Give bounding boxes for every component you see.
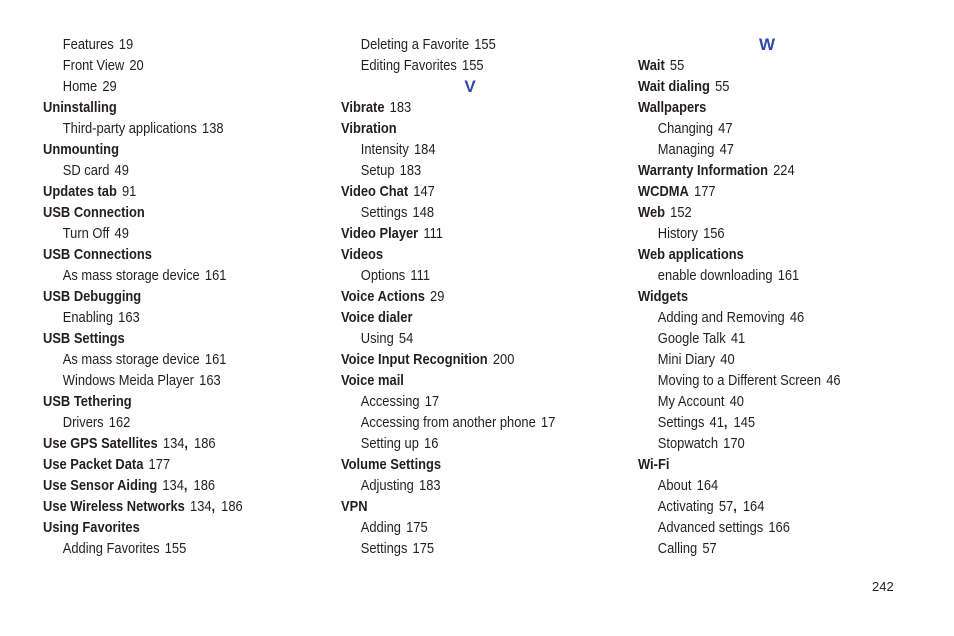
- page-reference-link[interactable]: 134: [190, 498, 212, 515]
- index-subentry: [43, 118, 292, 139]
- index-entry: [638, 160, 887, 181]
- entry-term: Calling: [657, 540, 698, 557]
- index-entry: [638, 454, 887, 475]
- index-entry: [43, 328, 292, 349]
- index-entry: [638, 202, 887, 223]
- entry-term: Turn Off: [62, 225, 110, 242]
- entry-term: Setup: [360, 162, 395, 179]
- index-entry: [341, 118, 590, 139]
- index-entry: [638, 97, 887, 118]
- index-subentry: [341, 433, 590, 454]
- page-reference-link[interactable]: 200: [492, 351, 515, 368]
- entry-term: Vibration: [341, 120, 397, 137]
- index-subentry: [341, 55, 590, 76]
- section-letter: W: [758, 35, 776, 54]
- page-reference-link[interactable]: 20: [129, 57, 144, 74]
- entry-term: Adjusting: [360, 477, 414, 494]
- index-subentry: [638, 328, 887, 349]
- index-column-3: [638, 34, 928, 559]
- entry-term: Voice dialer: [341, 309, 413, 326]
- index-subentry: [43, 412, 292, 433]
- index-entry: [638, 55, 887, 76]
- entry-term: Options: [360, 267, 406, 284]
- page-reference-link[interactable]: 177: [694, 183, 716, 200]
- page-reference-link[interactable]: 183: [399, 162, 422, 179]
- page-reference-link[interactable]: 161: [204, 351, 227, 368]
- page-reference-link[interactable]: 183: [389, 99, 412, 116]
- page-reference-link[interactable]: 166: [768, 519, 790, 536]
- page-reference-link[interactable]: 17: [540, 414, 556, 431]
- page-reference-link[interactable]: 16: [424, 435, 439, 452]
- entry-term: Adding Favorites: [62, 540, 160, 557]
- index-subentry: [341, 328, 590, 349]
- page-reference-link[interactable]: 224: [773, 162, 795, 179]
- entry-term: Voice mail: [341, 372, 404, 389]
- entry-term: Intensity: [360, 141, 409, 158]
- index-subentry: [341, 538, 590, 559]
- section-letter: V: [464, 77, 476, 96]
- entry-term: Voice Actions: [341, 288, 425, 305]
- entry-term: Accessing from another phone: [360, 414, 536, 431]
- entry-term: Wallpapers: [638, 99, 707, 116]
- entry-term: Warranty Information: [638, 162, 768, 179]
- page-reference-link[interactable]: 155: [474, 36, 496, 53]
- entry-term: Adding and Removing: [657, 309, 785, 326]
- page-reference-link[interactable]: 91: [121, 183, 137, 200]
- entry-term: enable downloading: [657, 267, 773, 284]
- entry-term: SD card: [62, 162, 110, 179]
- index-entry: [341, 307, 590, 328]
- index-entry: [43, 517, 292, 538]
- index-entry: [43, 475, 292, 496]
- index-entry: [341, 244, 590, 265]
- entry-term: Use Wireless Networks: [43, 498, 185, 515]
- entry-term: Widgets: [638, 288, 689, 305]
- entry-term: Wi-Fi: [638, 456, 670, 473]
- entry-term: Web: [638, 204, 666, 221]
- page-reference-link[interactable]: 55: [715, 78, 730, 95]
- entry-term: USB Connections: [43, 246, 152, 263]
- entry-term: Drivers: [62, 414, 104, 431]
- index-subentry: [43, 223, 292, 244]
- entry-term: As mass storage device: [62, 267, 200, 284]
- page-reference-link[interactable]: 19: [118, 36, 134, 53]
- page-separator: ,: [184, 435, 189, 452]
- entry-term: Settings: [360, 204, 408, 221]
- page-separator: ,: [183, 477, 188, 494]
- index-subentry: [341, 202, 590, 223]
- page-reference-link[interactable]: 161: [777, 267, 800, 284]
- page-reference-link[interactable]: 147: [413, 183, 435, 200]
- index-entry: [43, 244, 292, 265]
- index-subentry: [43, 160, 292, 181]
- index-entry: [341, 286, 590, 307]
- page-reference-link[interactable]: 175: [412, 540, 435, 557]
- entry-term: Use Sensor Aiding: [43, 477, 158, 494]
- index-subentry: [638, 139, 887, 160]
- entry-term: Adding: [360, 519, 401, 536]
- page-reference-link[interactable]: 134: [162, 435, 185, 452]
- index-entry: [341, 181, 590, 202]
- index-subentry: [638, 118, 887, 139]
- page-reference-link[interactable]: 156: [703, 225, 725, 242]
- entry-term: Managing: [657, 141, 715, 158]
- page-reference-link[interactable]: 111: [423, 225, 443, 242]
- index-entry: [43, 433, 292, 454]
- index-entry: [341, 496, 590, 517]
- entry-term: Mini Diary: [657, 351, 716, 368]
- index-subentry: [341, 265, 590, 286]
- entry-term: Changing: [657, 120, 714, 137]
- page-reference-link[interactable]: 163: [118, 309, 140, 326]
- index-subentry: [638, 517, 887, 538]
- entry-term: Wait dialing: [638, 78, 710, 95]
- index-entry: [638, 181, 887, 202]
- page-reference-link[interactable]: 40: [729, 393, 744, 410]
- index-column-2: [341, 34, 631, 559]
- index-entry: [43, 202, 292, 223]
- entry-term: Third-party applications: [62, 120, 197, 137]
- page-reference-link[interactable]: 55: [669, 57, 685, 74]
- index-subentry: [638, 265, 887, 286]
- index-entry: [43, 97, 292, 118]
- page-separator: ,: [723, 414, 728, 431]
- page-separator: ,: [733, 498, 737, 515]
- index-column-1: [43, 34, 333, 559]
- entry-term: Stopwatch: [657, 435, 719, 452]
- page-reference-link[interactable]: 162: [108, 414, 131, 431]
- page-reference-link[interactable]: 164: [742, 498, 765, 515]
- page-reference-link[interactable]: 47: [718, 120, 733, 137]
- page-reference-link[interactable]: 49: [114, 162, 129, 179]
- index-subentry: [638, 475, 887, 496]
- page-reference-link[interactable]: 111: [410, 267, 431, 284]
- index-entry: [43, 391, 292, 412]
- entry-term: Video Chat: [341, 183, 409, 200]
- index-entry: [43, 139, 292, 160]
- entry-term: Home: [62, 78, 98, 95]
- entry-term: Setting up: [360, 435, 419, 452]
- page-reference-link[interactable]: 46: [789, 309, 805, 326]
- page-reference-link[interactable]: 186: [193, 477, 216, 494]
- page-reference-link[interactable]: 161: [204, 267, 227, 284]
- entry-term: Features: [62, 36, 114, 53]
- entry-term: Volume Settings: [341, 456, 442, 473]
- entry-term: Google Talk: [657, 330, 726, 347]
- page-reference-link[interactable]: 29: [430, 288, 445, 305]
- page-reference-link[interactable]: 49: [114, 225, 129, 242]
- entry-term: Settings: [657, 414, 705, 431]
- index-subentry: [341, 412, 590, 433]
- entry-term: Video Player: [341, 225, 419, 242]
- index-subentry: [638, 538, 887, 559]
- index-subentry: [638, 349, 887, 370]
- index-subentry: [638, 391, 887, 412]
- index-entry: [638, 76, 887, 97]
- page-reference-link[interactable]: 54: [398, 330, 414, 347]
- page-reference-link[interactable]: 41: [730, 330, 746, 347]
- index-subentry: [43, 34, 292, 55]
- page-reference-link[interactable]: 57: [702, 540, 717, 557]
- page-reference-link[interactable]: 138: [202, 120, 224, 137]
- entry-term: As mass storage device: [62, 351, 200, 368]
- page-reference-link[interactable]: 46: [826, 372, 841, 389]
- index-entry: [43, 496, 292, 517]
- entry-term: History: [657, 225, 698, 242]
- page-reference-link[interactable]: 164: [696, 477, 719, 494]
- entry-term: Voice Input Recognition: [341, 351, 488, 368]
- entry-term: WCDMA: [638, 183, 689, 200]
- index-entry: [341, 370, 590, 391]
- index-subentry: [341, 391, 590, 412]
- index-entry: [43, 454, 292, 475]
- page-reference-link[interactable]: 183: [419, 477, 441, 494]
- page-reference-link[interactable]: 163: [199, 372, 221, 389]
- page-separator: ,: [211, 498, 216, 515]
- index-entry: [341, 223, 590, 244]
- entry-term: USB Tethering: [43, 393, 132, 410]
- entry-term: About: [657, 477, 692, 494]
- entry-term: Web applications: [638, 246, 744, 263]
- index-entry: [43, 286, 292, 307]
- entry-term: My Account: [657, 393, 725, 410]
- index-subentry: [43, 76, 292, 97]
- entry-term: Moving to a Different Screen: [657, 372, 822, 389]
- page-reference-link[interactable]: 57: [718, 498, 734, 515]
- index-subentry: [638, 412, 887, 433]
- page-number: 242: [872, 579, 894, 594]
- index-entry: [638, 286, 887, 307]
- entry-term: Updates tab: [43, 183, 117, 200]
- index-subentry: [43, 55, 292, 76]
- index-subentry: [638, 307, 887, 328]
- page-reference-link[interactable]: 145: [733, 414, 756, 431]
- entry-term: Activating: [657, 498, 714, 515]
- page-reference-link[interactable]: 186: [221, 498, 243, 515]
- entry-term: USB Settings: [43, 330, 125, 347]
- index-subentry: [638, 223, 887, 244]
- index-subentry: [341, 139, 590, 160]
- entry-term: Wait: [638, 57, 665, 74]
- index-entry: [341, 97, 590, 118]
- index-entry: [341, 454, 590, 475]
- entry-term: Accessing: [360, 393, 420, 410]
- entry-term: Use GPS Satellites: [43, 435, 158, 452]
- entry-term: Settings: [360, 540, 408, 557]
- index-entry: [43, 181, 292, 202]
- page-reference-link[interactable]: 184: [413, 141, 436, 158]
- entry-term: Deleting a Favorite: [360, 36, 470, 53]
- index-subentry: [43, 538, 292, 559]
- entry-term: Front View: [62, 57, 125, 74]
- entry-term: Advanced settings: [657, 519, 764, 536]
- page-reference-link[interactable]: 175: [406, 519, 428, 536]
- page-reference-link[interactable]: 152: [670, 204, 692, 221]
- entry-term: USB Debugging: [43, 288, 142, 305]
- page-reference-link[interactable]: 47: [719, 141, 734, 158]
- entry-term: Using Favorites: [43, 519, 140, 536]
- index-subentry: [43, 370, 292, 391]
- index-subentry: [43, 265, 292, 286]
- index-subentry: [341, 160, 590, 181]
- page-reference-link[interactable]: 155: [462, 57, 484, 74]
- index-subentry: [638, 433, 887, 454]
- entry-term: Uninstalling: [43, 99, 117, 116]
- entry-term: Enabling: [62, 309, 113, 326]
- index-subentry: [43, 349, 292, 370]
- index-subentry: [43, 307, 292, 328]
- entry-term: Unmounting: [43, 141, 119, 158]
- page-reference-link[interactable]: 148: [412, 204, 435, 221]
- page-reference-link[interactable]: 134: [162, 477, 184, 494]
- index-subentry: [638, 370, 887, 391]
- index-subentry: [638, 496, 887, 517]
- page-reference-link[interactable]: 29: [102, 78, 117, 95]
- page-reference-link[interactable]: 186: [194, 435, 216, 452]
- entry-term: Editing Favorites: [360, 57, 457, 74]
- entry-term: Using: [360, 330, 394, 347]
- entry-term: Use Packet Data: [43, 456, 144, 473]
- page-reference-link[interactable]: 155: [164, 540, 187, 557]
- page-reference-link[interactable]: 41: [709, 414, 724, 431]
- entry-term: Videos: [341, 246, 384, 263]
- index-entry: [638, 244, 887, 265]
- index-subentry: [341, 517, 590, 538]
- page-reference-link[interactable]: 170: [723, 435, 745, 452]
- page-reference-link[interactable]: 17: [424, 393, 440, 410]
- index-subentry: [341, 475, 590, 496]
- entry-term: Windows Meida Player: [62, 372, 194, 389]
- entry-term: Vibrate: [341, 99, 385, 116]
- page-reference-link[interactable]: 177: [148, 456, 171, 473]
- index-entry: [341, 349, 590, 370]
- entry-term: VPN: [341, 498, 368, 515]
- entry-term: USB Connection: [43, 204, 145, 221]
- index-subentry: [341, 34, 590, 55]
- page-reference-link[interactable]: 40: [720, 351, 735, 368]
